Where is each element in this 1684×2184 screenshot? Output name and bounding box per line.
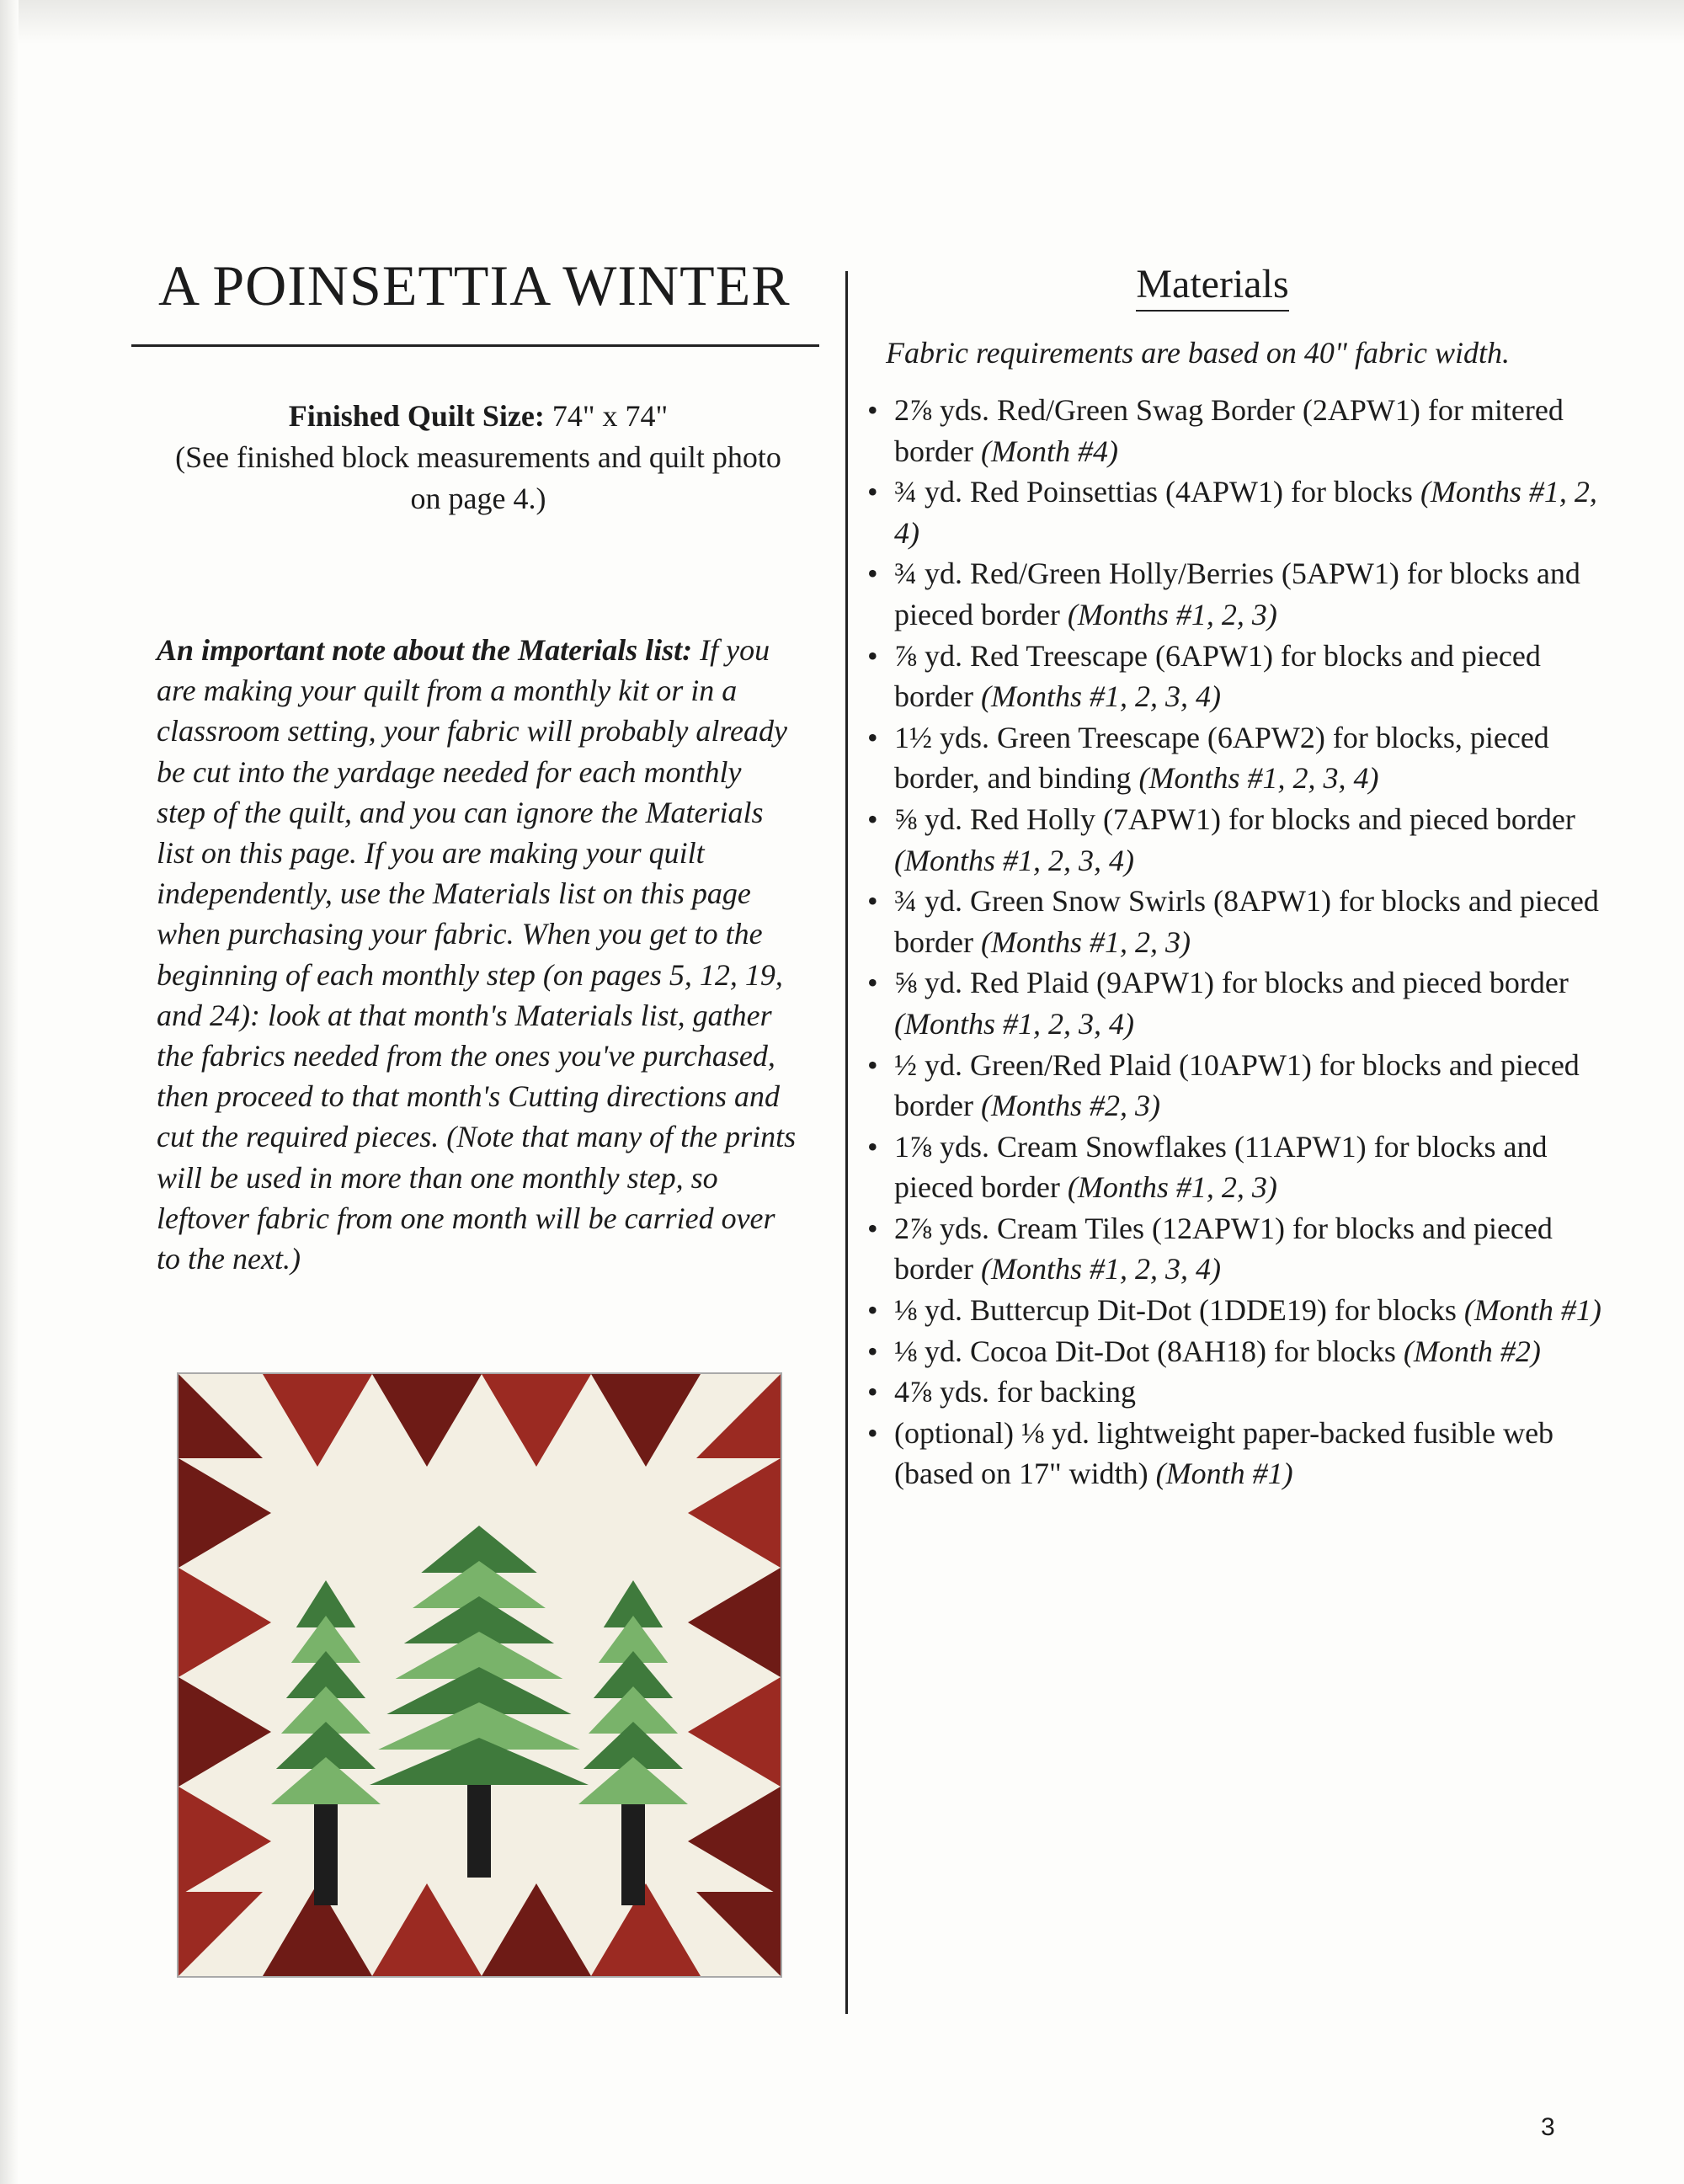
finished-size-value: 74" x 74" (544, 399, 669, 433)
materials-item-months: (Months #1, 2, 3) (1067, 597, 1277, 631)
materials-item (867, 1127, 1608, 1208)
materials-item (867, 1208, 1608, 1290)
materials-item-months: (Month #1) (1155, 1457, 1293, 1491)
materials-item-months: (Months #1, 2, 4) (894, 475, 1597, 550)
materials-heading: Materials (1086, 261, 1339, 307)
fabric-width-note: Fabric requirements are based on 40" fabric width. (886, 336, 1511, 370)
materials-item-months: (Months #1, 2, 3, 4) (1138, 761, 1379, 796)
materials-item-text: ⅞ yd. Red Treescape (6APW1) for blocks and pieced border (894, 638, 1541, 714)
materials-item-months: (Months #1, 2, 3) (1067, 1170, 1277, 1205)
materials-item-text: ¾ yd. Red/Green Holly/Berries (5APW1) for blocks and pieced border (894, 557, 1580, 631)
finished-size-block (158, 396, 798, 519)
title-underline (131, 344, 819, 347)
page-spine-shadow (0, 0, 19, 2184)
materials-item-text: ⅛ yd. Cocoa Dit-Dot (8AH18) for blocks (894, 1334, 1404, 1368)
important-note-label: An important note about the Materials list: (157, 633, 693, 667)
materials-item (867, 1372, 1608, 1413)
finished-size-label: Finished Quilt Size: (288, 399, 545, 433)
page-edge-shadow (0, 0, 1684, 44)
materials-item-months: (Months #1, 2, 3, 4) (980, 1252, 1221, 1286)
materials-item-months: (Months #2, 3) (980, 1089, 1160, 1123)
materials-item-months: (Months #1, 2, 3, 4) (894, 1006, 1134, 1041)
materials-item-text: ⅛ yd. Buttercup Dit-Dot (1DDE19) for blocks (894, 1293, 1464, 1328)
materials-item (867, 553, 1608, 635)
materials-item (867, 636, 1608, 717)
page-number: 3 (1541, 2113, 1555, 2141)
page-title: A POINSETTIA WINTER (158, 253, 791, 317)
materials-item-text: ⅝ yd. Red Holly (7APW1) for blocks and pieced border (894, 802, 1575, 836)
materials-item (867, 1290, 1608, 1331)
materials-item-months: (Months #1, 2, 3, 4) (894, 843, 1134, 877)
materials-item-text: 1½ yds. Green Treescape (6APW2) for blocks, pieced border, and binding (894, 720, 1549, 796)
quilt-image (177, 1372, 782, 1978)
quilt-tree-trunk (621, 1804, 645, 1905)
materials-item (867, 1331, 1608, 1372)
materials-item (867, 717, 1608, 799)
materials-item-text: ½ yd. Green/Red Plaid (10APW1) for blocks and pieced border (894, 1047, 1580, 1123)
materials-item (867, 881, 1608, 962)
materials-item-text: 2⅞ yds. Cream Tiles (12APW1) for blocks and pieced border (894, 1211, 1553, 1286)
materials-item (867, 799, 1608, 881)
materials-item (867, 1045, 1608, 1127)
important-note (157, 630, 797, 1279)
materials-item-months: (Months #1, 2, 3) (980, 924, 1191, 959)
materials-item (867, 962, 1608, 1044)
materials-item-text: ⅝ yd. Red Plaid (9APW1) for blocks and pieced border (894, 966, 1569, 1000)
materials-item-text: ¾ yd. Green Snow Swirls (8APW1) for blocks and pieced border (894, 884, 1599, 959)
materials-list (867, 390, 1608, 1494)
materials-item-months: (Month #2) (1403, 1334, 1541, 1368)
quilt-tree-trunk (467, 1785, 491, 1878)
finished-size-note: (See finished block measurements and quilt photo on page 4.) (175, 440, 781, 515)
materials-item-text: 2⅞ yds. Red/Green Swag Border (2APW1) for mitered border (894, 393, 1564, 468)
materials-item-text: (optional) ⅛ yd. lightweight paper-backed fusible web (based on 17" width) (894, 1415, 1554, 1491)
column-divider (845, 271, 848, 2014)
materials-item (867, 390, 1608, 471)
quilt-tree-trunk (314, 1804, 338, 1905)
important-note-text: If you are making your quilt from a monthly kit or in a classroom setting, your fabric will probably already be cut into the yardage needed for each monthly step of the quilt, and you can ignore the Materials list on this page. If you are making your quilt independently, use the Materials list on this page when purchasing your fabric. When you get to the beginning of each monthly step (on pages 5, 12, 19, and 24): look at that month's Materials list, gather the fabrics needed from the ones you've purchased, then proceed to that month's Cutting directions and cut the required pieces. (Note that many of the prints will be used in more than one monthly step, so leftover fabric from one month will be carried over to the next.) (157, 633, 797, 1276)
materials-item (867, 471, 1608, 553)
materials-item-months: (Month #1) (1463, 1293, 1601, 1328)
materials-item (867, 1413, 1608, 1494)
materials-item-months: (Month #4) (980, 434, 1118, 468)
materials-item-text: 4⅞ yds. for backing (894, 1375, 1136, 1409)
materials-item-text: ¾ yd. Red Poinsettias (4APW1) for blocks (894, 475, 1420, 509)
materials-item-text: 1⅞ yds. Cream Snowflakes (11APW1) for blocks and pieced border (894, 1129, 1548, 1205)
materials-item-months: (Months #1, 2, 3, 4) (980, 679, 1221, 714)
